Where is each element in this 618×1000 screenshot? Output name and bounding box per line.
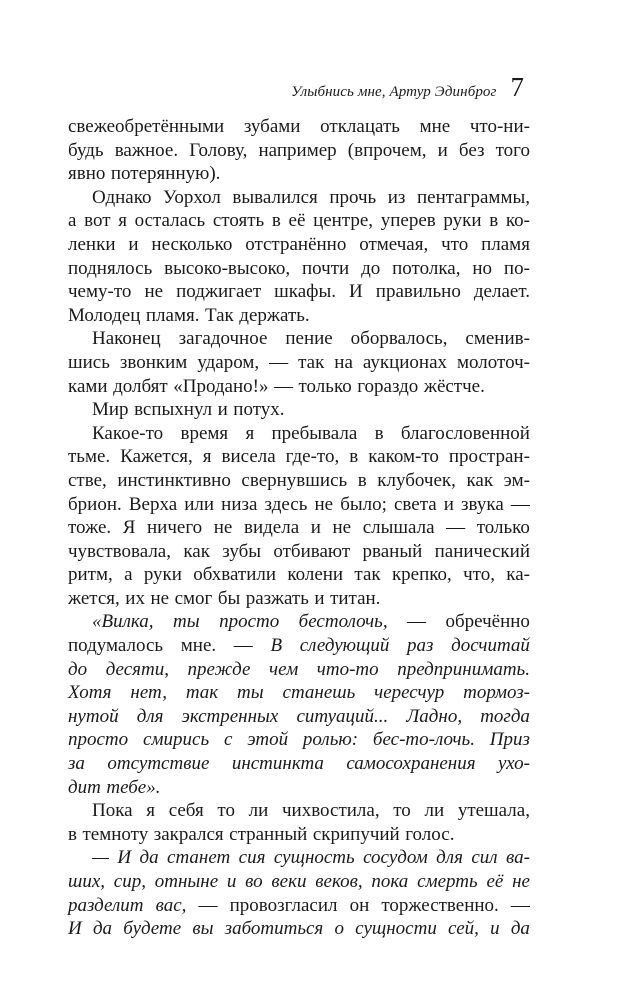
word: уперев <box>380 210 436 232</box>
word: не <box>213 517 233 539</box>
word: на <box>334 351 353 373</box>
word: веков, <box>315 871 363 892</box>
word: предпринимать. <box>397 658 530 680</box>
word: брион. <box>68 493 122 515</box>
word: чересчур <box>374 682 445 704</box>
word: загадочное <box>178 328 268 350</box>
word: ролью: <box>302 729 359 751</box>
word: так <box>354 564 381 586</box>
word: руки <box>143 564 182 586</box>
word: — <box>269 351 289 373</box>
word: держать. <box>239 304 310 326</box>
word: пламя. <box>145 304 200 326</box>
word: обречённо <box>445 611 530 633</box>
word: отклацать <box>320 116 400 137</box>
word: этой <box>247 729 289 751</box>
word: по- <box>503 257 530 279</box>
word: в <box>357 469 367 491</box>
text-line <box>68 280 530 304</box>
word: как <box>183 540 210 562</box>
word: да <box>139 847 159 869</box>
word: низа <box>221 493 258 515</box>
word: (впрочем, <box>347 139 427 161</box>
word: сей, <box>448 918 479 940</box>
word: простран- <box>448 446 530 468</box>
word: да <box>510 918 530 940</box>
word: инстинктивно <box>117 469 231 491</box>
word: десяти, <box>105 658 169 680</box>
text-line <box>68 799 530 823</box>
word: сущности <box>355 918 437 940</box>
word: сущность <box>273 847 355 869</box>
word: Молодец <box>68 304 141 326</box>
word: вспыхнул <box>134 399 213 421</box>
word: Мир <box>92 399 129 421</box>
word: отстранённо <box>245 233 347 255</box>
word: поджигает <box>176 281 262 303</box>
word: крепко, <box>391 564 452 586</box>
word: жёстче. <box>423 375 485 397</box>
word: раз <box>407 635 434 657</box>
word: свернувшись <box>241 469 348 491</box>
word: просто <box>68 729 129 751</box>
word: — <box>510 493 530 515</box>
word: будь <box>68 139 104 161</box>
word: прочь <box>329 186 377 208</box>
word: явно <box>68 163 106 185</box>
word: веки <box>271 871 307 892</box>
word: он <box>349 894 370 916</box>
word: смерть <box>417 871 478 892</box>
word: дит <box>68 776 101 798</box>
word: шись <box>68 351 110 373</box>
word: Верха <box>128 493 178 515</box>
word: не <box>144 281 164 303</box>
word: молоточ- <box>457 351 530 373</box>
word: из <box>387 186 406 208</box>
word: за <box>68 753 85 775</box>
text-line <box>68 304 530 328</box>
word: утешала, <box>457 800 530 822</box>
word: мне <box>419 116 451 137</box>
text-line <box>68 563 530 587</box>
word: нутой <box>68 705 119 727</box>
word: и <box>437 139 448 161</box>
word: отныне <box>154 871 219 892</box>
word: Хотя <box>68 682 112 704</box>
word: смог <box>174 587 213 609</box>
text-line <box>68 917 530 941</box>
running-title: Улыбнись мне, Артур Эдинброг <box>291 84 497 100</box>
text-line <box>68 327 530 351</box>
word: Ладно, <box>406 705 463 727</box>
word: только <box>476 517 530 539</box>
word: ленки <box>68 233 116 255</box>
word: отбивают <box>273 540 351 562</box>
word: голос. <box>405 823 455 845</box>
word: В <box>270 635 283 657</box>
word: закрался <box>153 823 224 845</box>
word: потух. <box>233 399 285 421</box>
word: ничего <box>147 517 203 539</box>
word: в <box>271 210 281 232</box>
word: — <box>510 894 530 916</box>
word: ли <box>424 800 445 822</box>
word: ухо- <box>498 753 530 775</box>
word: Кажется, <box>120 446 193 468</box>
word: сир, <box>113 871 146 892</box>
word: поднялось <box>68 257 153 279</box>
word: бы <box>217 587 241 609</box>
word: осталась <box>134 210 206 232</box>
word: шкафы. <box>274 281 336 303</box>
word: Уорхол <box>163 186 221 208</box>
word: зубами <box>243 116 301 137</box>
word: во <box>245 871 263 892</box>
word: что <box>441 233 469 255</box>
word: в <box>349 446 359 468</box>
word: здесь <box>264 493 308 515</box>
word: тоже. <box>68 517 112 539</box>
word: смирись <box>142 729 210 751</box>
word: ва- <box>505 847 530 869</box>
word: пока <box>371 871 409 892</box>
word: каком-то <box>368 446 439 468</box>
word: досчитай <box>451 635 530 657</box>
word: с <box>223 729 233 751</box>
word: как <box>466 469 494 491</box>
word: разжать <box>245 587 309 609</box>
word: — <box>446 517 466 539</box>
word: мне. <box>180 635 217 657</box>
body-text <box>68 115 530 941</box>
word: но <box>472 257 493 279</box>
word: висела <box>221 446 276 468</box>
text-line <box>68 445 530 469</box>
text-line <box>68 469 530 493</box>
word: сосудом <box>363 847 428 869</box>
word: сия <box>238 847 266 869</box>
word: тебе». <box>106 776 161 798</box>
word: в <box>489 210 499 232</box>
word: так <box>185 682 219 704</box>
word: и <box>226 871 237 892</box>
word: пентаграммы, <box>416 186 530 208</box>
word: вот <box>84 210 111 232</box>
text-line <box>68 705 530 729</box>
word: ритм, <box>68 564 113 586</box>
text-line <box>68 610 530 634</box>
word: обхватили <box>193 564 277 586</box>
word: ты <box>173 611 200 633</box>
word: Какое-то <box>92 422 164 444</box>
word: её <box>486 871 504 892</box>
word: до <box>361 257 381 279</box>
word: Приз <box>489 729 530 751</box>
text-line <box>68 115 530 139</box>
word: чихвостила, <box>281 800 380 822</box>
word: их <box>125 587 145 609</box>
word: высоко-высоко, <box>164 257 291 279</box>
word: торжественно. <box>381 894 499 916</box>
word: — <box>198 894 218 916</box>
word: «Продано!» <box>173 375 269 397</box>
word: — <box>274 375 293 397</box>
word: просто <box>219 611 280 633</box>
word: и <box>310 517 321 539</box>
word: да <box>92 918 113 940</box>
text-line <box>68 351 530 375</box>
word: станешь <box>282 682 356 704</box>
word: и <box>314 587 325 609</box>
word: пребывала <box>271 422 358 444</box>
word: потерянную). <box>110 163 221 185</box>
text-line <box>68 162 530 186</box>
word: было; <box>340 493 387 515</box>
word: ударом, <box>197 351 260 373</box>
word: то <box>217 800 235 822</box>
word: так <box>298 351 325 373</box>
word: пламя <box>481 233 530 255</box>
text-line <box>68 422 530 446</box>
word: и <box>490 918 500 940</box>
word: титан. <box>330 587 381 609</box>
word: Я <box>122 517 136 539</box>
word: не <box>314 493 334 515</box>
text-line <box>68 776 530 800</box>
word: Наконец <box>92 328 161 350</box>
text-line <box>68 846 530 870</box>
word: заботиться <box>224 918 324 940</box>
text-line <box>68 375 530 399</box>
word: её <box>288 210 306 232</box>
word: не <box>332 517 352 539</box>
word: ками <box>68 375 108 397</box>
word: или <box>184 493 215 515</box>
word: и <box>443 493 454 515</box>
word: того <box>495 139 530 161</box>
word: и <box>217 399 228 421</box>
word: о <box>334 918 344 940</box>
word: Голову, <box>189 139 248 161</box>
word: долбят <box>113 375 168 397</box>
word: ка- <box>506 564 530 586</box>
word: чем <box>269 658 299 680</box>
word: вывалился <box>232 186 318 208</box>
text-line <box>68 658 530 682</box>
word: несколько <box>151 233 233 255</box>
word: жется, <box>68 587 120 609</box>
word: клубочек, <box>377 469 456 491</box>
word: сил <box>471 847 498 869</box>
text-line <box>68 233 530 257</box>
text-line <box>68 870 530 894</box>
word: будете <box>123 918 182 940</box>
word: панический <box>434 540 530 562</box>
word: руки <box>443 210 482 232</box>
word: эм- <box>503 469 530 491</box>
word: звонким <box>119 351 188 373</box>
text-line <box>68 540 530 564</box>
word: благословенной <box>400 422 530 444</box>
text-line <box>68 398 530 422</box>
page-number: 7 <box>510 72 524 102</box>
word: Пока <box>92 800 133 822</box>
word: время <box>180 422 229 444</box>
word: Так <box>204 304 234 326</box>
text-line <box>68 894 530 918</box>
word: оборвалось, <box>350 328 448 350</box>
word: стоять <box>212 210 265 232</box>
word: а <box>124 564 133 586</box>
word: темноту <box>82 823 149 845</box>
word: следующий <box>299 635 390 657</box>
word: — <box>233 635 253 657</box>
word: я <box>202 446 212 468</box>
text-line <box>68 728 530 752</box>
word: что-то <box>316 658 379 680</box>
word: и <box>128 233 139 255</box>
text-line <box>68 634 530 658</box>
word: для <box>136 705 164 727</box>
word: ты <box>237 682 264 704</box>
word: аукционах <box>362 351 448 373</box>
word: важное. <box>114 139 179 161</box>
text-line <box>68 209 530 233</box>
word: пение <box>285 328 333 350</box>
word: почти <box>301 257 350 279</box>
word: что, <box>463 564 495 586</box>
word: я <box>118 210 127 232</box>
word: я <box>146 800 156 822</box>
word: например <box>258 139 337 161</box>
word: делает. <box>473 281 530 303</box>
word: ли <box>248 800 269 822</box>
word: гораздо <box>357 375 419 397</box>
text-line <box>68 823 530 847</box>
word: я <box>245 422 255 444</box>
word: себя <box>168 800 204 822</box>
word: провозгласил <box>229 894 338 916</box>
running-head <box>291 74 524 101</box>
word: рваный <box>362 540 423 562</box>
word: то <box>393 800 411 822</box>
word: где-то, <box>285 446 340 468</box>
word: скрипучий <box>312 823 400 845</box>
word: звука <box>461 493 504 515</box>
word: — <box>92 847 109 869</box>
word: ситуаций... <box>296 705 389 727</box>
word: бестолочь, <box>298 611 388 633</box>
word: для <box>436 847 463 869</box>
word: станет <box>167 847 231 869</box>
word: тормоз- <box>463 682 530 704</box>
word: в <box>374 422 384 444</box>
word: до <box>68 658 88 680</box>
word: тогда <box>480 705 530 727</box>
word: отмечая, <box>359 233 429 255</box>
word: видела <box>243 517 300 539</box>
word: бес-то-лочь. <box>372 729 475 751</box>
word: сменив- <box>465 328 530 350</box>
word: чему-то <box>68 281 132 303</box>
text-line <box>68 257 530 281</box>
text-line <box>68 681 530 705</box>
word: вас, <box>155 894 187 916</box>
text-line <box>68 752 530 776</box>
word: экстренных <box>181 705 279 727</box>
word: отсутствие <box>107 753 210 775</box>
word: что-ни- <box>469 116 530 137</box>
word: не <box>150 587 170 609</box>
word: центре, <box>313 210 374 232</box>
word: И <box>117 847 132 869</box>
word: без <box>458 139 485 161</box>
word: слышала <box>362 517 435 539</box>
word: ко- <box>505 210 530 232</box>
word: подумалось <box>68 635 164 657</box>
word: самосохранения <box>346 753 476 775</box>
word: правильно <box>375 281 461 303</box>
text-line <box>68 186 530 210</box>
word: — <box>407 611 427 633</box>
word: колени <box>287 564 344 586</box>
text-line <box>68 516 530 540</box>
word: а <box>68 210 77 232</box>
text-line <box>68 587 530 611</box>
word: не <box>512 871 530 892</box>
word: И <box>68 918 82 940</box>
word: И <box>349 281 363 303</box>
word: стве, <box>68 469 107 491</box>
text-line <box>68 493 530 517</box>
word: зубы <box>222 540 262 562</box>
word: вы <box>192 918 214 940</box>
word: чувствовала, <box>68 540 171 562</box>
word: странный <box>229 823 308 845</box>
word: нет, <box>130 682 167 704</box>
word: разделит <box>68 894 144 916</box>
word: «Вилка, <box>92 611 154 633</box>
word: свежеобретёнными <box>68 116 225 137</box>
word: тьме. <box>68 446 111 468</box>
word: только <box>298 375 352 397</box>
word: света <box>393 493 437 515</box>
word: инстинкта <box>231 753 324 775</box>
text-line <box>68 139 530 163</box>
word: ших, <box>68 871 106 892</box>
word: прежде <box>187 658 251 680</box>
word: Однако <box>92 186 152 208</box>
word: потолка, <box>392 257 461 279</box>
word: в <box>68 823 77 845</box>
